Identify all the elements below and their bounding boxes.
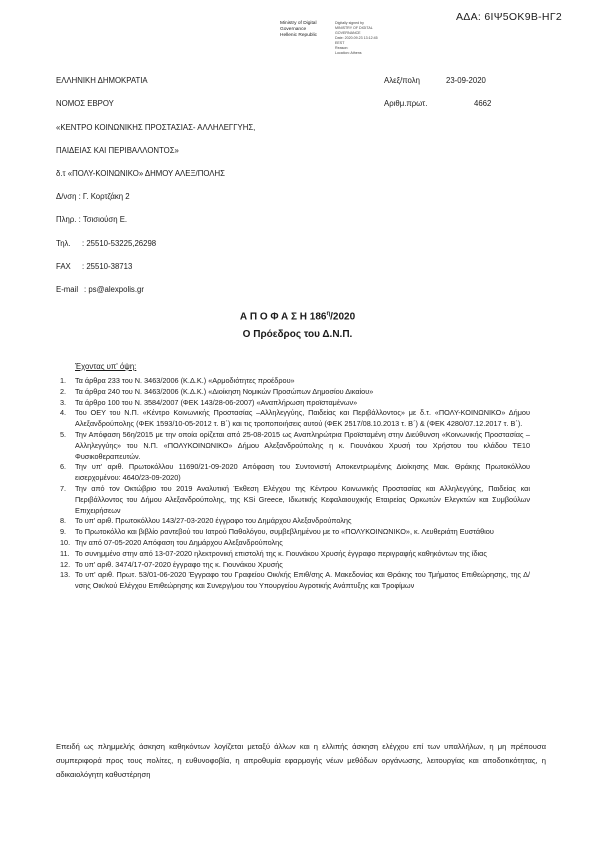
- list-item: 10. Την από 07-05-2020 Απόφαση του Δημάρχου Αλεξανδρούπολης: [60, 537, 283, 547]
- protocol-label: Αριθμ.πρωτ.: [384, 99, 428, 108]
- list-item: 11. Το συνημμένο στην από 13-07-2020 ηλεκτρονική επιστολή της κ. Γιουνάκου Χρυσής έγγραφο περιγραφής καθηκόντων της ίδιας: [60, 548, 487, 558]
- address: Δ/νση : Γ. Κορτζάκη 2: [56, 192, 130, 201]
- email-value: : ps@alexpolis.gr: [84, 285, 144, 294]
- center-line-1: «ΚΕΝΤΡΟ ΚΟΙΝΩΝΙΚΗΣ ΠΡΟΣΤΑΣΙΑΣ- ΑΛΛΗΛΕΓΓΥΗΣ,: [56, 123, 256, 132]
- fax-value: : 25510-38713: [82, 262, 133, 271]
- email-label: E-mail: [56, 285, 79, 294]
- digital-signature-block: [280, 21, 440, 57]
- place-label: Αλεξ/πολη: [384, 76, 420, 85]
- considering-heading: Έχοντας υπ' όψη:: [75, 362, 137, 371]
- ada-code: ΑΔΑ: 6ΙΨ5ΟΚ9Β-ΗΓ2: [456, 11, 563, 23]
- list-item: 3. Τα άρθρο 100 του Ν. 3584/2007 (ΦΕΚ 143/28-06-2007) «Αναπλήρωση προϊσταμένων»: [60, 397, 358, 407]
- list-item: 13. Το υπ' αριθ. Πρωτ. 53/01-06-2020 Έγγραφο του Γραφείου Οικ/κής Επιθ/σης Α. Μακεδονίας και Θράκης του Τμήματος Επιθεώρησης, της Δ/νσης Οικ/κού Ελέγχου Επιθεώρησης και Συνεργ/μου του Υπουργείου Αγροτικής Ανάπτυξης και Τροφίμων: [60, 570, 530, 591]
- list-item: 8. Το υπ' αριθ. Πρωτοκόλλου 143/27-03-2020 έγγραφο του Δημάρχου Αλεξανδρούπολης: [60, 516, 352, 526]
- list-item: 5. Την Απόφαση 56η/2015 με την οποία ορίζεται από 25-08-2015 ως Αναπληρώτρια Προϊσταμένη στην Διεύθυνση «Κοινωνικής Προστασίας – Αλληλεγγύης» του Ν.Π. «ΠΟΛΥΚΟΙΝΩΝΙΚΟ» Δήμου Αλεξανδρούπολης η κ. Γιουνάκου Χρυσή του Χρήστου του κλάδου ΤΕ10 Φυσικοθεραπευτών.: [60, 429, 530, 461]
- fax-label: FAX: [56, 262, 71, 271]
- list-item: 9. Το Πρωτοκόλλο και βιβλίο ραντεβού του Ιατρού Παθολόγου, συμβεβλημένου με το «ΠΟΛΥΚΟΙΝΩΝΙΚΟ», κ. Λευθεριάτη Ευστάθιου: [60, 527, 494, 537]
- decision-title: Α Π Ο Φ Α Σ Η $186^\eta/2020$: [239, 311, 356, 323]
- considerations-list: [60, 376, 530, 592]
- list-item: 7. Την από τον Οκτώβριο του 2019 Αναλυτική Έκθεση Ελέγχου της Κέντρου Κοινωνικής Προστασίας και Αλληλεγγύης, Παιδείας και Περιβάλλοντος του Δήμου Αλεξανδρούπολης, της KSi Greece, Ιδιωτικής Κεφαλαιουχικής Εταιρείας Ορκωτών Ελεγκτών και Συμβούλων Επιχειρήσεων: [60, 483, 530, 515]
- list-item: 12. Το υπ' αριθ. 3474/17-07-2020 έγγραφο της κ. Γιουνάκου Χρυσής: [60, 559, 283, 569]
- decision-subtitle: Ο Πρόεδρος του Δ.Ν.Π.: [242, 329, 353, 340]
- list-item: 2. Τα άρθρα 240 του Ν. 3463/2006 (Κ.Δ.Κ.) «Διοίκηση Νομικών Προσώπων Δημοσίου Δικαίου»: [60, 386, 374, 396]
- ministry-label: Ministry of Digital Governance Hellenic Republic: [280, 21, 318, 38]
- info-contact: Πληρ. : Τσισιούση Ε.: [56, 215, 128, 224]
- list-item: 1. Τα άρθρα 233 του Ν. 3463/2006 (Κ.Δ.Κ.) «Αρμοδιότητες προέδρου»: [60, 376, 295, 385]
- center-line-2: ΠΑΙΔΕΙΑΣ ΚΑΙ ΠΕΡΙΒΑΛΛΟΝΤΟΣ»: [56, 146, 179, 155]
- closing-paragraph: Επειδή ως πλημμελής άσκηση καθηκόντων λογίζεται μεταξύ άλλων και η ελλιπής άσκηση ελέγχου επί των υπαλλήλων, η μη πρέπουσα συμπεριφορά προς τους πολίτες, η ευθυνοφοβία, η απροθυμία εφαρμογής νέων μεθόδων οργάνωσης, λειτουργίας και αποδοτικότητας, η αδικαιολόγητη καθυστέρηση: [56, 742, 546, 779]
- org-line-2: ΝΟΜΟΣ ΕΒΡΟΥ: [56, 99, 114, 108]
- protocol-number: 4662: [474, 99, 492, 108]
- signature-details: Digitally signed by MINISTRY OF DIGITAL GOVERNANCE Date: 2020.09.23 13:12:45 EEST Reason: Location: Athens: [335, 21, 378, 55]
- list-item: 4. Του ΟΕΥ του Ν.Π. «Κέντρο Κοινωνικής Προστασίας –Αλληλεγγύης, Παιδείας και Περιβάλλοντος» με δ.τ. «ΠΟΛΥ-ΚΟΙΝΩΝΙΚΟ» Δήμου Αλεξανδρούπολης (ΦΕΚ 1593/10-05-2012 τ. Β΄) και τις τροποποιήσεις αυτού (ΦΕΚ 2517/08.10.2013 τ. Β΄) & (ΦΕΚ 4280/07.12.2017 τ. Β΄).: [60, 408, 530, 429]
- org-line-1: ΕΛΛΗΝΙΚΗ ΔΗΜΟΚΡΑΤΙΑ: [56, 76, 148, 85]
- list-item: 6. Την υπ' αριθ. Πρωτοκόλλου 11690/21-09-2020 Απόφαση του Συντονιστή Αποκεντρωμένης Διοίκησης Μακ. Θράκης Πρωτοκόλλου εισερχομένου: 4640/23-09-2020): [60, 462, 530, 483]
- phone-label: Τηλ.: [56, 239, 71, 248]
- phone-value: : 25510-53225,26298: [82, 239, 157, 248]
- entity-name: δ.τ «ΠΟΛΥ-ΚΟΙΝΩΝΙΚΟ» ΔΗΜΟΥ ΑΛΕΞ/ΠΟΛΗΣ: [56, 169, 225, 178]
- document-date: 23-09-2020: [446, 76, 486, 85]
